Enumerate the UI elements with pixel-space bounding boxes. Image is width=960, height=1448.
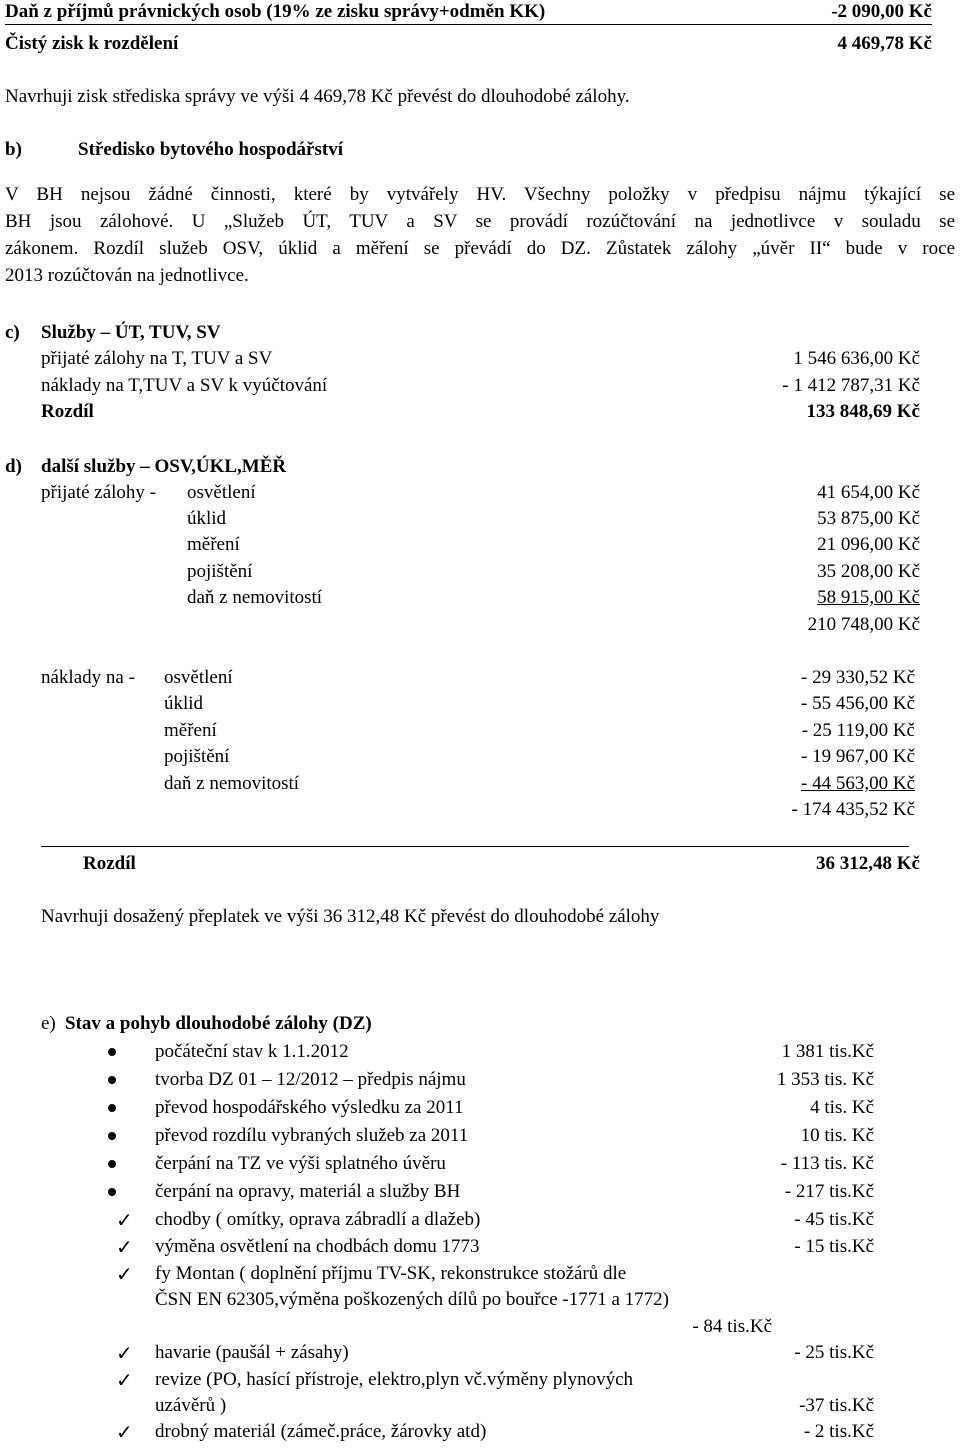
expense-item-label: chodby ( omítky, oprava zábradlí a dlažeb) bbox=[155, 1209, 481, 1230]
dz-item-value: - 113 tis. Kč bbox=[780, 1153, 874, 1174]
tax-label: Daň z příjmů právnických osob (19% ze zisku správy+odměn KK) bbox=[5, 1, 546, 22]
income-label: pojištění bbox=[187, 561, 253, 582]
section-b-title: Středisko bytového hospodářství bbox=[78, 139, 343, 160]
dz-item-value: 4 tis. Kč bbox=[810, 1097, 874, 1118]
dz-item-label: převod hospodářského výsledku za 2011 bbox=[155, 1097, 464, 1118]
section-c-row-label: náklady na T,TUV a SV k vyúčtování bbox=[41, 375, 328, 396]
income-value: 58 915,00 Kč bbox=[817, 587, 920, 608]
divider-line bbox=[5, 24, 932, 25]
section-b-paragraph bbox=[5, 181, 955, 289]
paragraph-line: V BH nejsou žádné činnosti, které by vytvářely HV. Všechny položky v předpisu nájmu týkající se bbox=[5, 184, 955, 205]
bullet-icon bbox=[108, 1132, 116, 1140]
bullet-icon bbox=[108, 1160, 116, 1168]
paragraph-line: zákonem. Rozdíl služeb OSV, úklid a měření se převádí do DZ. Zůstatek zálohy „úvěr II“ bude v roce bbox=[5, 238, 955, 259]
section-c-title: Služby – ÚT, TUV, SV bbox=[41, 322, 221, 343]
income-label: osvětlení bbox=[187, 482, 256, 503]
section-d-proposal: Navrhuji dosažený přeplatek ve výši 36 312,48 Kč převést do dlouhodobé zálohy bbox=[41, 906, 660, 927]
section-d-letter: d) bbox=[5, 456, 22, 477]
income-prefix: přijaté zálohy - bbox=[41, 482, 157, 503]
cost-label: úklid bbox=[164, 693, 204, 714]
tax-value: -2 090,00 Kč bbox=[831, 1, 932, 22]
checkmark-icon: ✓ bbox=[116, 1235, 133, 1259]
checkmark-icon: ✓ bbox=[116, 1420, 133, 1444]
dz-item-label: tvorba DZ 01 – 12/2012 – předpis nájmu bbox=[155, 1069, 466, 1090]
cost-value: - 19 967,00 Kč bbox=[801, 746, 915, 767]
section-d-diff-label: Rozdíl bbox=[83, 853, 136, 874]
income-label: úklid bbox=[187, 508, 227, 529]
cost-prefix: náklady na - bbox=[41, 667, 135, 688]
income-value: 21 096,00 Kč bbox=[817, 534, 920, 555]
cost-value: - 44 563,00 Kč bbox=[801, 773, 915, 794]
income-value: 53 875,00 Kč bbox=[817, 508, 920, 529]
dz-item-label: převod rozdílu vybraných služeb za 2011 bbox=[155, 1125, 469, 1146]
expense-item-label: výměna osvětlení na chodbách domu 1773 bbox=[155, 1236, 480, 1257]
cost-label: osvětlení bbox=[164, 667, 233, 688]
paragraph-line: BH jsou zálohové. U „Služeb ÚT, TUV a SV se provádí rozúčtování na jednotlivce v souladu se bbox=[5, 211, 955, 232]
dz-item-value: - 217 tis.Kč bbox=[784, 1181, 874, 1202]
cost-total: - 174 435,52 Kč bbox=[791, 799, 915, 820]
expense-item-value: - 2 tis.Kč bbox=[803, 1421, 874, 1442]
cost-value: - 55 456,00 Kč bbox=[801, 693, 915, 714]
dz-item-value: 1 381 tis.Kč bbox=[781, 1041, 874, 1062]
dz-item-label: čerpání na opravy, materiál a služby BH bbox=[155, 1181, 461, 1202]
checkmark-icon: ✓ bbox=[116, 1368, 133, 1392]
checkmark-icon: ✓ bbox=[116, 1208, 133, 1232]
section-c-row-label: přijaté zálohy na T, TUV a SV bbox=[41, 348, 273, 369]
expense-item-value: - 84 tis.Kč bbox=[692, 1316, 772, 1337]
bullet-icon bbox=[108, 1076, 116, 1084]
dz-item-label: čerpání na TZ ve výši splatného úvěru bbox=[155, 1153, 446, 1174]
expense-item-label-cont: ČSN EN 62305,výměna poškozených dílů po bouřce -1771 a 1772) bbox=[155, 1289, 669, 1310]
expense-item-label: fy Montan ( doplnění příjmu TV-SK, rekonstrukce stožárů dle bbox=[155, 1263, 627, 1284]
expense-item-value: - 45 tis.Kč bbox=[794, 1209, 874, 1230]
profit-proposal: Navrhuji zisk střediska správy ve výši 4 469,78 Kč převést do dlouhodobé zálohy. bbox=[5, 86, 630, 107]
cost-value: - 29 330,52 Kč bbox=[801, 667, 915, 688]
section-c-row-value: - 1 412 787,31 Kč bbox=[782, 375, 920, 396]
expense-item-label: revize (PO, hasící přístroje, elektro,plyn vč.výměny plynových bbox=[155, 1369, 634, 1390]
section-d-diff-value: 36 312,48 Kč bbox=[816, 853, 920, 874]
dz-item-label: počáteční stav k 1.1.2012 bbox=[155, 1041, 349, 1062]
expense-item-value: -37 tis.Kč bbox=[799, 1395, 874, 1416]
income-label: daň z nemovitostí bbox=[187, 587, 323, 608]
section-e-letter: e) bbox=[41, 1013, 56, 1034]
bullet-icon bbox=[108, 1048, 116, 1056]
section-e-title: Stav a pohyb dlouhodobé zálohy (DZ) bbox=[65, 1013, 372, 1034]
section-c-letter: c) bbox=[5, 322, 20, 343]
expense-item-value: - 25 tis.Kč bbox=[794, 1342, 874, 1363]
section-c-diff-label: Rozdíl bbox=[41, 401, 94, 422]
checkmark-icon: ✓ bbox=[116, 1341, 133, 1365]
expense-item-label: havarie (paušál + zásahy) bbox=[155, 1342, 349, 1363]
profit-label: Čistý zisk k rozdělení bbox=[5, 33, 179, 54]
cost-label: měření bbox=[164, 720, 217, 741]
profit-value: 4 469,78 Kč bbox=[837, 33, 932, 54]
income-value: 35 208,00 Kč bbox=[817, 561, 920, 582]
expense-item-label: drobný materiál (zámeč.práce, žárovky atd) bbox=[155, 1421, 487, 1442]
section-c-row-value: 1 546 636,00 Kč bbox=[793, 348, 920, 369]
section-b-letter: b) bbox=[5, 139, 22, 160]
paragraph-line: 2013 rozúčtován na jednotlivce. bbox=[5, 265, 249, 286]
dz-item-value: 10 tis. Kč bbox=[800, 1125, 874, 1146]
income-value: 41 654,00 Kč bbox=[817, 482, 920, 503]
cost-value: - 25 119,00 Kč bbox=[801, 720, 915, 741]
expense-item-label-cont: uzávěrů ) bbox=[155, 1395, 227, 1416]
bullet-icon bbox=[108, 1104, 116, 1112]
income-label: měření bbox=[187, 534, 240, 555]
cost-label: pojištění bbox=[164, 746, 230, 767]
section-c-diff-value: 133 848,69 Kč bbox=[806, 401, 920, 422]
divider-line bbox=[41, 846, 909, 847]
income-total: 210 748,00 Kč bbox=[807, 614, 920, 635]
cost-label: daň z nemovitostí bbox=[164, 773, 300, 794]
bullet-icon bbox=[108, 1188, 116, 1196]
dz-item-value: 1 353 tis. Kč bbox=[776, 1069, 874, 1090]
checkmark-icon: ✓ bbox=[116, 1262, 133, 1286]
section-d-title: další služby – OSV,ÚKL,MĚŘ bbox=[41, 456, 287, 477]
expense-item-value: - 15 tis.Kč bbox=[794, 1236, 874, 1257]
